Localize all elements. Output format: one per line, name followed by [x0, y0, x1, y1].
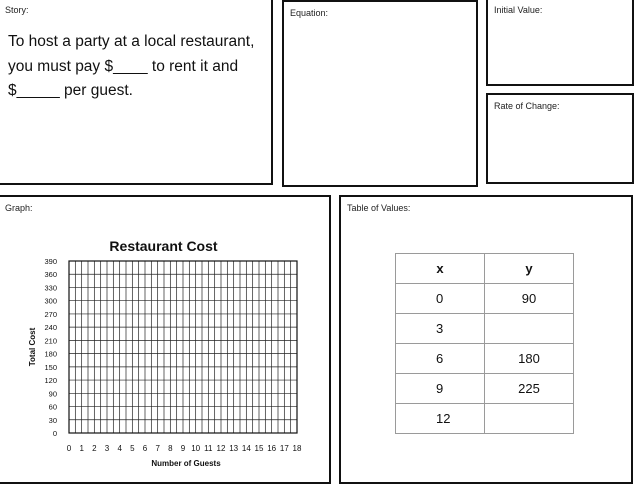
equation-label: Equation:: [290, 8, 329, 18]
graph-label: Graph:: [5, 203, 33, 213]
x-tick-label: 16: [267, 444, 277, 453]
y-tick-label: 60: [48, 402, 57, 412]
y-cell[interactable]: 180: [485, 344, 574, 374]
x-tick-label: 5: [130, 444, 135, 453]
x-cell[interactable]: 9: [396, 374, 485, 404]
y-tick-label: 360: [44, 270, 57, 280]
x-tick-label: 17: [279, 444, 289, 453]
x-cell[interactable]: 3: [396, 314, 485, 344]
x-tick-label: 14: [241, 444, 251, 453]
y-tick-label: 300: [44, 296, 57, 306]
x-tick-label: 3: [104, 444, 110, 453]
story-text: To host a party at a local restaurant, you must pay $____ to rent it and $_____ per guest.: [8, 33, 255, 99]
x-cell[interactable]: 0: [396, 284, 485, 314]
y-cell[interactable]: [485, 314, 574, 344]
x-tick-label: 9: [180, 444, 186, 453]
y-tick-label: 330: [44, 283, 57, 293]
y-tick-label: 210: [44, 336, 57, 346]
x-tick-label: 7: [155, 444, 160, 453]
y-tick-label: 30: [48, 415, 57, 425]
initial-value-label: Initial Value:: [494, 5, 543, 15]
y-cell[interactable]: [485, 404, 574, 434]
table-row: [396, 284, 574, 314]
table-row: [396, 314, 574, 344]
values-table: [395, 253, 574, 434]
x-cell[interactable]: 6: [396, 344, 485, 374]
x-tick-label: 12: [216, 444, 226, 453]
x-tick-label: 4: [117, 444, 122, 453]
x-tick-label: 10: [191, 444, 201, 453]
y-tick-label: 390: [44, 257, 57, 266]
y-tick-label: 240: [44, 323, 57, 333]
x-tick-label: 0: [66, 444, 72, 453]
x-tick-label: 8: [168, 444, 173, 453]
y-tick-label: 90: [48, 389, 57, 399]
column-header-x: x: [396, 254, 485, 284]
column-header-y: y: [485, 254, 574, 284]
table-header-row: [396, 254, 574, 284]
table-row: [396, 344, 574, 374]
table-row: [396, 374, 574, 404]
y-tick-label: 180: [44, 349, 57, 359]
story-label: Story:: [5, 5, 29, 15]
x-cell[interactable]: 12: [396, 404, 485, 434]
x-tick-label: 15: [254, 444, 264, 453]
y-tick-label: 120: [44, 376, 57, 386]
x-tick-label: 2: [92, 444, 97, 453]
y-tick-label: 270: [44, 309, 57, 319]
y-cell[interactable]: 90: [485, 284, 574, 314]
x-tick-label: 11: [204, 444, 213, 453]
x-tick-label: 18: [292, 444, 302, 453]
y-tick-label: 150: [44, 362, 57, 372]
table-of-values-label: Table of Values:: [347, 203, 411, 213]
y-cell[interactable]: 225: [485, 374, 574, 404]
chart-title: Restaurant Cost: [109, 238, 218, 254]
y-tick-label: 0: [52, 429, 57, 438]
x-tick-label: 13: [229, 444, 239, 453]
y-axis-label: Total Cost: [28, 327, 37, 367]
x-tick-label: 1: [79, 444, 84, 453]
rate-of-change-label: Rate of Change:: [494, 101, 560, 111]
x-tick-label: 6: [142, 444, 148, 453]
table-row: [396, 404, 574, 434]
x-axis-label: Number of Guests: [151, 459, 221, 468]
